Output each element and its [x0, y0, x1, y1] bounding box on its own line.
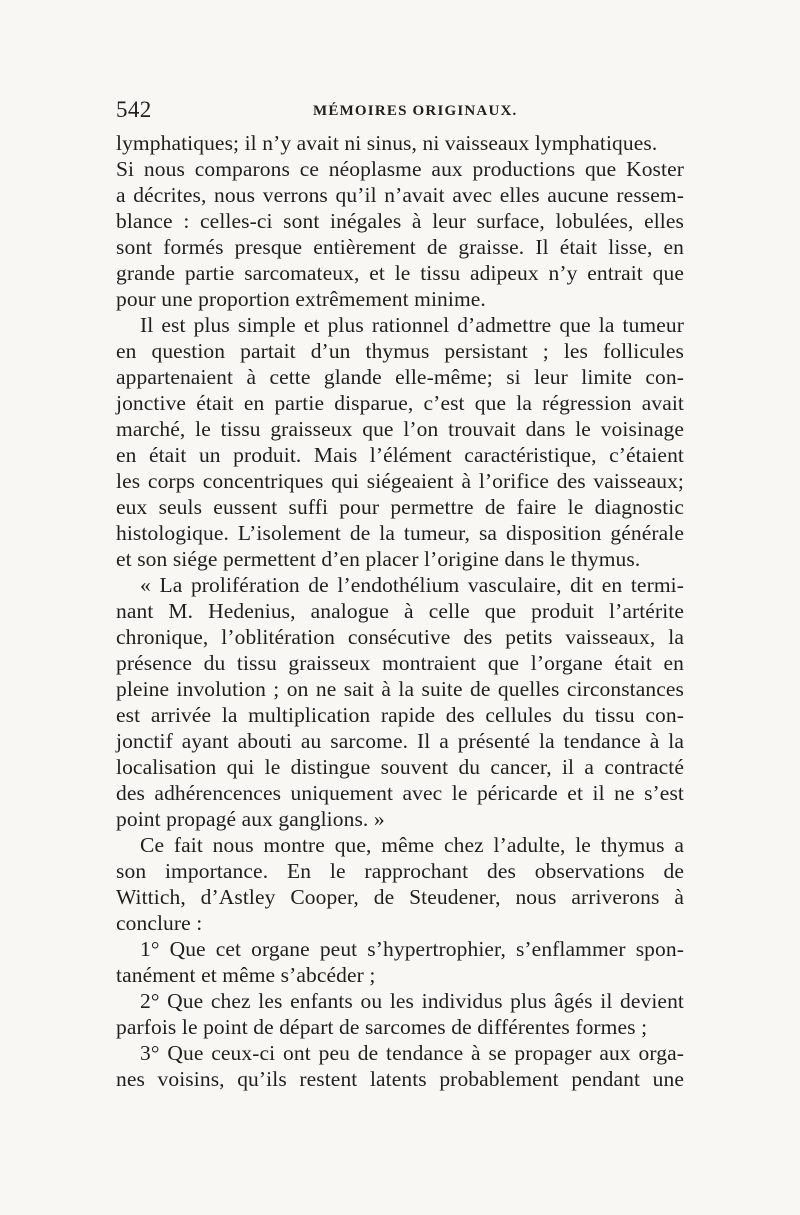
text-line: parfois le point de départ de sarcomes de différentes formes ;: [116, 1015, 648, 1039]
text-line: 3° Que ceux-ci ont peu de tendance à se propager aux orga-: [140, 1041, 684, 1065]
text-line: Il est plus simple et plus rationnel d’admettre que la tumeur: [140, 313, 684, 337]
text-line: conclure :: [116, 911, 203, 935]
text-line: son importance. En le rapprochant des observations de: [116, 859, 684, 883]
page-number: 542: [116, 97, 152, 122]
text-line: 1° Que cet organe peut s’hypertrophier, s’enflammer spon-: [140, 937, 684, 961]
text-line: sont formés presque entièrement de graisse. Il était lisse, en: [116, 235, 684, 259]
body-text: [116, 130, 684, 1092]
text-line: jonctive était en partie disparue, c’est que la régression avait: [116, 391, 684, 415]
text-line: appartenaient à cette glande elle-même; si leur limite con-: [116, 365, 684, 389]
running-head: MÉMOIRES ORIGINAUX.: [313, 103, 518, 119]
text-line: est arrivée la multiplication rapide des cellules du tissu con-: [116, 703, 684, 727]
text-line: chronique, l’oblitération consécutive des petits vaisseaux, la: [116, 625, 684, 649]
text-line: point propagé aux ganglions. »: [116, 807, 385, 831]
text-line: Ce fait nous montre que, même chez l’adulte, le thymus a: [140, 833, 684, 857]
text-line: Si nous comparons ce néoplasme aux productions que Koster: [116, 157, 684, 181]
page-header: [116, 98, 684, 122]
text-line: 2° Que chez les enfants ou les individus plus âgés il devient: [140, 989, 684, 1013]
text-line: nes voisins, qu’ils restent latents probablement pendant une: [116, 1067, 684, 1091]
text-line: grande partie sarcomateux, et le tissu adipeux n’y entrait que: [116, 261, 684, 285]
text-line: tanément et même s’abcéder ;: [116, 963, 376, 987]
text-line: présence du tissu graisseux montraient que l’organe était en: [116, 651, 684, 675]
text-line: pleine involution ; on ne sait à la suite de quelles circonstances: [116, 677, 684, 701]
text-line: eux seuls eussent suffi pour permettre de faire le diagnostic: [116, 495, 684, 519]
text-line: localisation qui le distingue souvent du cancer, il a contracté: [116, 755, 684, 779]
text-line: en était un produit. Mais l’élément caractéristique, c’étaient: [116, 443, 684, 467]
text-line: Wittich, d’Astley Cooper, de Steudener, nous arriverons à: [116, 885, 684, 909]
text-line: nant M. Hedenius, analogue à celle que produit l’artérite: [116, 599, 684, 623]
text-line: « La prolifération de l’endothélium vasculaire, dit en termi-: [140, 573, 684, 597]
text-line: en question partait d’un thymus persistant ; les follicules: [116, 339, 684, 363]
text-line: jonctif ayant abouti au sarcome. Il a présenté la tendance à la: [116, 729, 684, 753]
text-line: histologique. L’isolement de la tumeur, sa disposition générale: [116, 521, 684, 545]
text-line: marché, le tissu graisseux que l’on trouvait dans le voisinage: [116, 417, 684, 441]
text-line: blance : celles-ci sont inégales à leur surface, lobulées, elles: [116, 209, 684, 233]
text-line: des adhérencences uniquement avec le péricarde et il ne s’est: [116, 781, 684, 805]
text-line: les corps concentriques qui siégeaient à l’orifice des vaisseaux;: [116, 469, 684, 493]
text-line: et son siége permettent d’en placer l’origine dans le thymus.: [116, 547, 641, 571]
text-line: lymphatiques; il n’y avait ni sinus, ni vaisseaux lymphatiques.: [116, 131, 658, 155]
text-line: a décrites, nous verrons qu’il n’avait avec elles aucune ressem-: [116, 183, 684, 207]
text-line: pour une proportion extrêmement minime.: [116, 287, 486, 311]
